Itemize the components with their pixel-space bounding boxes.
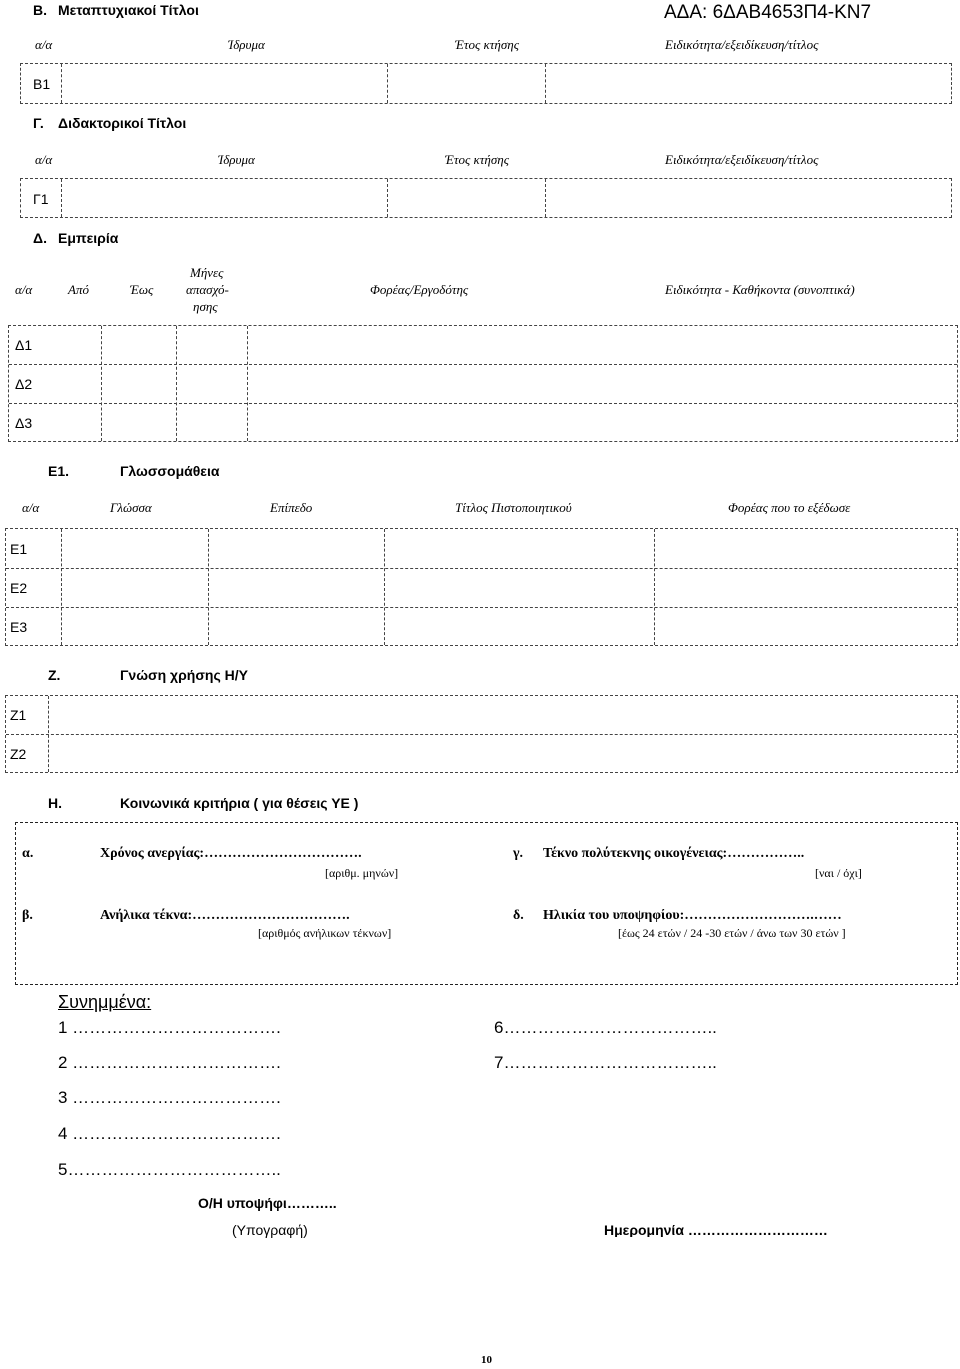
column-header-language: Γλώσσα xyxy=(110,500,152,515)
criterion-letter: δ. xyxy=(513,908,524,923)
column-divider xyxy=(61,64,62,103)
column-divider xyxy=(545,64,546,103)
attachment-line-6: 6……………………………….. xyxy=(494,1019,717,1036)
minor-children-hint: [αριθμός ανήλικων τέκνων] xyxy=(258,926,392,940)
column-header-aa: α/α xyxy=(15,282,33,297)
column-header-specialty: Ειδικότητα/εξειδίκευση/τίτλος xyxy=(665,37,819,52)
attachment-line-4: 4 ………………………………. xyxy=(58,1125,281,1142)
column-header-issuer: Φορέας που το εξέδωσε xyxy=(728,500,851,515)
row-label: Δ3 xyxy=(15,415,33,431)
column-header-institution: Ίδρυμα xyxy=(228,37,265,52)
large-family-field: Τέκνο πολύτεκνης οικογένειας:…………….. xyxy=(543,846,805,861)
column-divider xyxy=(545,179,546,217)
section-letter-doctoral: Γ. xyxy=(33,115,44,131)
column-divider xyxy=(247,326,248,441)
experience-table xyxy=(8,325,958,442)
section-title-languages: Γλωσσομάθεια xyxy=(120,463,220,479)
page-number: 10 xyxy=(481,1354,492,1366)
column-divider xyxy=(387,179,388,217)
column-header-months-line2: απασχό- xyxy=(186,282,229,297)
column-header-aa: α/α xyxy=(35,37,53,52)
column-header-duties: Ειδικότητα - Καθήκοντα (συνοπτικά) xyxy=(665,282,855,297)
column-header-level: Επίπεδο xyxy=(270,500,313,515)
minor-children-field: Ανήλικα τέκνα:……………………………. xyxy=(100,908,350,923)
social-criteria-box xyxy=(15,822,958,985)
section-letter-experience: Δ. xyxy=(33,230,47,246)
row-divider xyxy=(9,364,957,365)
attachment-line-1: 1 ………………………………. xyxy=(58,1019,281,1036)
column-divider xyxy=(384,529,385,645)
row-label: Ε3 xyxy=(10,619,28,635)
section-letter-social: Η. xyxy=(48,795,62,811)
age-hint: [έως 24 ετών / 24 -30 ετών / άνω των 30 ετών ] xyxy=(618,926,846,940)
section-title-doctoral: Διδακτορικοί Τίτλοι xyxy=(58,115,187,131)
column-header-months-line1: Μήνες xyxy=(190,265,224,280)
languages-table xyxy=(5,528,958,646)
attachment-line-5: 5……………………………….. xyxy=(58,1161,281,1178)
section-title-postgrad: Μεταπτυχιακοί Τίτλοι xyxy=(58,2,199,18)
row-label: Γ1 xyxy=(33,191,49,207)
computer-skills-table xyxy=(5,695,958,773)
column-header-employer: Φορέας/Εργοδότης xyxy=(370,282,469,297)
row-divider xyxy=(6,607,957,608)
row-divider xyxy=(6,734,957,735)
row-label: Δ1 xyxy=(15,337,33,353)
unemployment-hint: [αριθμ. μηνών] xyxy=(325,866,399,880)
column-divider xyxy=(387,64,388,103)
column-header-months-line3: ησης xyxy=(193,299,218,314)
section-title-experience: Εμπειρία xyxy=(58,230,119,246)
column-divider xyxy=(61,179,62,217)
column-header-to: Έως xyxy=(130,282,154,297)
ada-code: ΑΔΑ: 6ΔΑΒ4653Π4-ΚΝ7 xyxy=(664,2,872,23)
criterion-letter: α. xyxy=(22,846,34,861)
section-title-social: Κοινωνικά κριτήρια ( για θέσεις ΥΕ ) xyxy=(120,795,359,811)
column-header-aa: α/α xyxy=(35,152,53,167)
criterion-letter: β. xyxy=(22,908,33,923)
row-label: Ε1 xyxy=(10,541,28,557)
age-field: Ηλικία του υποψηφίου:……………………….…… xyxy=(543,909,842,923)
criterion-letter: γ. xyxy=(513,846,524,861)
column-divider xyxy=(654,529,655,645)
column-header-from: Από xyxy=(68,282,89,297)
column-divider xyxy=(48,696,49,772)
section-letter-languages: Ε1. xyxy=(48,463,70,479)
column-divider xyxy=(208,529,209,645)
column-divider xyxy=(176,326,177,441)
row-divider xyxy=(9,403,957,404)
column-divider xyxy=(61,529,62,645)
row-label: Δ2 xyxy=(15,376,33,392)
section-letter-postgrad: Β. xyxy=(33,2,47,18)
row-label: Ε2 xyxy=(10,580,28,596)
column-header-year: Έτος κτήσης xyxy=(455,37,519,52)
candidate-label: Ο/Η υποψήφι……….. xyxy=(198,1195,337,1211)
signature-label: (Υπογραφή) xyxy=(232,1222,308,1238)
column-header-year: Έτος κτήσης xyxy=(445,152,509,167)
column-divider xyxy=(101,326,102,441)
section-title-computer: Γνώση χρήσης Η/Υ xyxy=(120,667,248,683)
attachment-line-3: 3 ………………………………. xyxy=(58,1089,281,1106)
row-divider xyxy=(6,568,957,569)
doctoral-table xyxy=(20,178,952,218)
column-header-aa: α/α xyxy=(22,500,40,515)
section-letter-computer: Ζ. xyxy=(48,667,61,683)
unemployment-field: Χρόνος ανεργίας:……………………………. xyxy=(100,846,362,861)
attachments-title: Συνημμένα: xyxy=(58,992,152,1012)
column-header-institution: Ίδρυμα xyxy=(218,152,255,167)
postgrad-table xyxy=(20,63,952,104)
attachment-line-7: 7……………………………….. xyxy=(494,1054,717,1071)
column-header-certificate: Τίτλος Πιστοποιητικού xyxy=(455,500,572,515)
column-header-specialty: Ειδικότητα/εξειδίκευση/τίτλος xyxy=(665,152,819,167)
row-label: Β1 xyxy=(33,76,51,92)
attachment-line-2: 2 ………………………………. xyxy=(58,1054,281,1071)
date-field: Ημερομηνία ………………………… xyxy=(604,1223,828,1237)
large-family-hint: [ναι / όχι] xyxy=(815,866,862,880)
row-label: Ζ1 xyxy=(10,707,27,723)
row-label: Ζ2 xyxy=(10,746,27,762)
